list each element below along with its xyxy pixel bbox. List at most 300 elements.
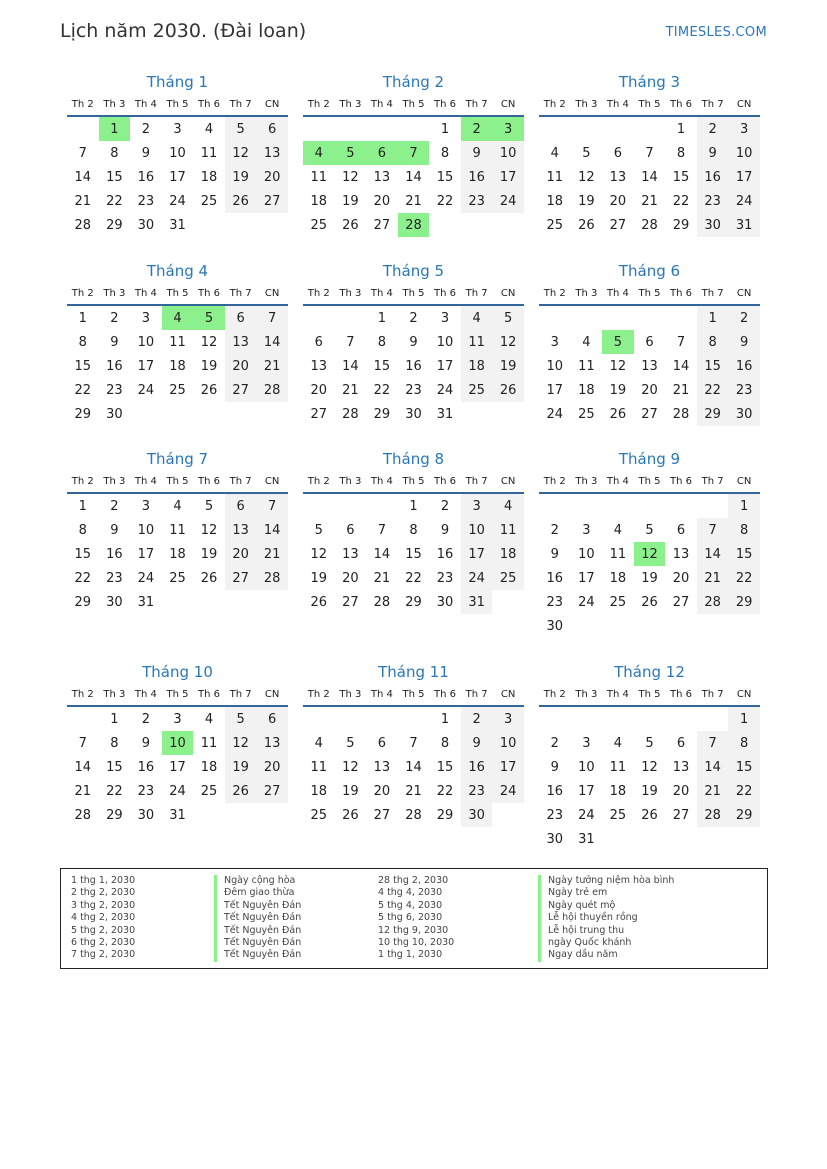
empty-cell [728, 614, 760, 638]
day-cell: 29 [405, 594, 422, 610]
day-cell: 6 [314, 334, 323, 350]
empty-cell [335, 494, 367, 518]
day-cell: 15 [672, 169, 690, 185]
day-cell: 12 [225, 731, 257, 755]
empty-cell [571, 614, 603, 638]
legend-date: 7 thg 2, 2030 [71, 949, 136, 961]
day-cell: 18 [461, 354, 493, 378]
legend-date: 4 thg 4, 2030 [378, 887, 443, 899]
day-cell: 4 [582, 334, 591, 350]
day-cell: 21 [256, 354, 288, 378]
day-cell: 4 [550, 145, 559, 161]
weekday-header [67, 282, 288, 306]
day-cell: 11 [578, 358, 595, 374]
day-cell: 25 [200, 193, 218, 209]
day-cell: 2 [110, 310, 119, 326]
weekday-header [539, 282, 760, 306]
empty-cell [665, 827, 697, 851]
empty-cell [602, 306, 634, 330]
day-grid [303, 306, 524, 426]
weekday-label: Th 4 [606, 688, 629, 700]
day-cell: 2 [461, 117, 493, 141]
day-cell: 17 [169, 169, 186, 185]
day-cell: 19 [578, 193, 595, 209]
weekday-label: CN [736, 475, 752, 487]
day-cell: 12 [225, 141, 257, 165]
day-cell: 29 [373, 406, 391, 422]
day-cell: 12 [200, 522, 218, 538]
day-cell: 7 [377, 522, 387, 538]
weekday-label: Th 6 [198, 287, 221, 299]
weekday-label: Th 4 [134, 688, 157, 700]
day-cell: 24 [436, 382, 454, 398]
day-cell: 14 [74, 169, 92, 185]
empty-cell [225, 402, 257, 426]
day-cell: 14 [641, 169, 658, 185]
weekday-label: Th 3 [339, 688, 362, 700]
day-cell: 28 [373, 594, 391, 610]
day-cell: 6 [346, 522, 355, 538]
day-cell: 7 [676, 334, 686, 350]
day-cell: 22 [672, 193, 690, 209]
day-cell: 7 [78, 735, 87, 751]
weekday-label: CN [264, 287, 280, 299]
day-cell: 25 [609, 594, 627, 610]
day-cell: 9 [141, 145, 151, 161]
day-cell: 16 [697, 165, 729, 189]
day-cell: 20 [256, 755, 288, 779]
day-cell: 18 [492, 542, 524, 566]
day-cell: 28 [697, 590, 729, 614]
day-cell: 1 [728, 494, 760, 518]
day-cell: 3 [440, 310, 450, 326]
day-cell: 10 [169, 145, 186, 161]
legend-date: 1 thg 1, 2030 [378, 949, 443, 961]
legend-holiday-name: ngày Quốc khánh [538, 937, 674, 949]
day-cell: 7 [256, 306, 288, 330]
weekday-label: Th 2 [71, 475, 94, 487]
weekday-label: Th 6 [434, 688, 457, 700]
day-cell: 7 [256, 494, 288, 518]
day-cell: 5 [346, 735, 355, 751]
day-grid [539, 306, 760, 426]
day-cell: 17 [137, 358, 155, 374]
legend-names-right [538, 875, 674, 962]
day-cell: 29 [697, 402, 729, 426]
month-title: Tháng 2 [382, 73, 445, 91]
day-cell: 12 [310, 546, 328, 562]
day-cell: 18 [546, 193, 564, 209]
empty-cell [303, 117, 335, 141]
weekday-header [303, 93, 524, 117]
day-cell: 3 [582, 735, 591, 751]
month-title: Tháng 7 [146, 450, 209, 468]
day-cell: 3 [173, 711, 182, 727]
empty-cell [303, 707, 335, 731]
day-cell: 26 [641, 594, 658, 610]
weekday-label: CN [264, 688, 280, 700]
day-cell: 14 [672, 358, 690, 374]
day-cell: 29 [74, 406, 92, 422]
day-cell: 27 [672, 807, 690, 823]
day-cell: 9 [550, 759, 559, 775]
day-cell: 20 [672, 570, 690, 586]
weekday-label: Th 7 [465, 98, 488, 110]
weekday-label: Th 6 [670, 287, 693, 299]
weekday-label: Th 4 [134, 287, 157, 299]
empty-cell [366, 117, 398, 141]
weekday-label: Th 6 [670, 475, 693, 487]
weekday-label: CN [500, 688, 516, 700]
weekday-label: CN [500, 287, 516, 299]
day-cell: 30 [546, 831, 564, 847]
empty-cell [697, 707, 729, 731]
day-cell: 15 [106, 759, 123, 775]
day-cell: 8 [110, 145, 119, 161]
day-cell: 29 [728, 590, 760, 614]
day-cell: 26 [609, 406, 627, 422]
weekday-label: Th 5 [402, 98, 425, 110]
weekday-label: Th 2 [307, 98, 330, 110]
day-cell: 9 [409, 334, 418, 350]
day-cell: 11 [546, 169, 564, 185]
day-cell: 22 [728, 566, 760, 590]
day-cell: 28 [398, 213, 430, 237]
day-cell: 15 [697, 354, 729, 378]
day-cell: 14 [405, 759, 422, 775]
day-cell: 2 [550, 735, 559, 751]
day-cell: 4 [173, 498, 182, 514]
day-cell: 26 [492, 378, 524, 402]
empty-cell [665, 614, 697, 638]
empty-cell [665, 707, 697, 731]
day-cell: 5 [314, 522, 323, 538]
day-cell: 22 [106, 783, 123, 799]
empty-cell [634, 614, 666, 638]
empty-cell [225, 213, 257, 237]
day-cell: 20 [225, 542, 257, 566]
day-cell: 31 [137, 594, 155, 610]
day-cell: 2 [697, 117, 729, 141]
day-cell: 27 [641, 406, 658, 422]
day-cell: 28 [74, 217, 92, 233]
day-cell: 15 [405, 546, 422, 562]
day-cell: 10 [492, 141, 524, 165]
day-cell: 3 [550, 334, 559, 350]
empty-cell [256, 402, 288, 426]
day-cell: 24 [169, 783, 186, 799]
empty-cell [256, 590, 288, 614]
weekday-label: Th 4 [606, 287, 629, 299]
empty-cell [571, 117, 603, 141]
day-cell: 1 [440, 121, 450, 137]
day-cell: 13 [256, 731, 288, 755]
weekday-label: Th 7 [701, 287, 724, 299]
day-cell: 22 [697, 378, 729, 402]
day-cell: 16 [461, 755, 493, 779]
day-cell: 11 [169, 522, 186, 538]
day-cell: 2 [409, 310, 418, 326]
weekday-label: Th 4 [134, 98, 157, 110]
day-cell: 16 [436, 546, 454, 562]
day-cell: 13 [225, 330, 257, 354]
day-cell: 10 [162, 731, 194, 755]
day-cell: 24 [578, 807, 595, 823]
weekday-label: Th 3 [575, 475, 598, 487]
weekday-label: Th 7 [701, 688, 724, 700]
day-cell: 17 [578, 783, 595, 799]
day-cell: 27 [342, 594, 359, 610]
day-cell: 8 [440, 735, 450, 751]
day-cell: 12 [492, 330, 524, 354]
month-2 [303, 71, 524, 237]
empty-cell [665, 306, 697, 330]
day-cell: 19 [200, 358, 218, 374]
legend-holiday-name: Tết Nguyên Đán [214, 937, 301, 949]
day-cell: 9 [461, 141, 493, 165]
empty-cell [398, 707, 430, 731]
holiday-legend [60, 868, 768, 969]
month-12 [539, 661, 760, 851]
empty-cell [130, 402, 162, 426]
empty-cell [602, 494, 634, 518]
day-cell: 3 [173, 121, 182, 137]
day-cell: 30 [546, 618, 564, 634]
day-cell: 9 [440, 522, 450, 538]
day-cell: 22 [436, 783, 454, 799]
day-cell: 23 [728, 378, 760, 402]
empty-cell [366, 494, 398, 518]
day-cell: 24 [461, 566, 493, 590]
day-cell: 6 [366, 141, 398, 165]
weekday-label: Th 7 [229, 475, 252, 487]
day-cell: 20 [225, 354, 257, 378]
day-cell: 16 [405, 358, 422, 374]
empty-cell [366, 707, 398, 731]
day-cell: 16 [546, 783, 564, 799]
weekday-label: Th 3 [103, 287, 126, 299]
day-cell: 18 [310, 193, 328, 209]
day-cell: 8 [728, 518, 760, 542]
day-cell: 4 [204, 121, 214, 137]
weekday-label: Th 2 [307, 688, 330, 700]
day-cell: 20 [342, 570, 359, 586]
weekday-label: CN [736, 98, 752, 110]
day-cell: 4 [613, 522, 623, 538]
day-cell: 27 [373, 807, 391, 823]
day-cell: 18 [200, 759, 218, 775]
day-cell: 14 [697, 542, 729, 566]
day-cell: 19 [492, 354, 524, 378]
weekday-label: Th 6 [434, 98, 457, 110]
weekday-label: Th 3 [339, 287, 362, 299]
day-cell: 31 [461, 590, 493, 614]
month-5 [303, 260, 524, 426]
day-cell: 25 [609, 807, 627, 823]
day-cell: 5 [645, 735, 654, 751]
legend-dates-left [71, 875, 135, 962]
weekday-label: Th 5 [638, 98, 661, 110]
day-cell: 21 [373, 570, 391, 586]
legend-holiday-name: Tết Nguyên Đán [214, 949, 301, 961]
day-cell: 19 [342, 783, 359, 799]
day-cell: 10 [436, 334, 454, 350]
day-cell: 2 [141, 711, 151, 727]
weekday-label: Th 5 [402, 475, 425, 487]
weekday-label: Th 4 [370, 287, 393, 299]
empty-cell [492, 803, 524, 827]
day-cell: 19 [342, 193, 359, 209]
day-cell: 10 [461, 518, 493, 542]
month-8 [303, 448, 524, 614]
day-cell: 21 [672, 382, 690, 398]
day-grid [303, 117, 524, 237]
day-cell: 20 [310, 382, 328, 398]
day-cell: 5 [582, 145, 591, 161]
day-cell: 30 [461, 803, 493, 827]
day-cell: 7 [409, 735, 418, 751]
legend-holiday-name: Ngày cộng hòa [214, 875, 301, 887]
day-cell: 31 [578, 831, 595, 847]
day-cell: 7 [697, 518, 729, 542]
day-cell: 5 [645, 522, 654, 538]
weekday-header [539, 683, 760, 707]
day-cell: 3 [582, 522, 591, 538]
month-title: Tháng 6 [618, 262, 681, 280]
weekday-label: Th 7 [465, 475, 488, 487]
day-cell: 17 [492, 755, 524, 779]
month-1 [67, 71, 288, 237]
empty-cell [634, 707, 666, 731]
legend-date: 5 thg 6, 2030 [378, 912, 443, 924]
day-cell: 1 [440, 711, 450, 727]
weekday-label: Th 2 [543, 98, 566, 110]
day-cell: 26 [200, 382, 218, 398]
weekday-label: Th 3 [575, 98, 598, 110]
day-cell: 20 [373, 193, 391, 209]
day-cell: 8 [377, 334, 387, 350]
empty-cell [225, 803, 257, 827]
day-cell: 3 [728, 117, 760, 141]
day-cell: 4 [314, 735, 323, 751]
day-cell: 5 [193, 306, 225, 330]
day-cell: 21 [697, 566, 729, 590]
day-cell: 4 [492, 494, 524, 518]
day-cell: 26 [641, 807, 658, 823]
day-cell: 1 [78, 498, 87, 514]
day-cell: 19 [225, 755, 257, 779]
day-cell: 11 [169, 334, 186, 350]
day-cell: 10 [578, 546, 595, 562]
day-cell: 28 [405, 807, 422, 823]
day-cell: 27 [672, 594, 690, 610]
day-cell: 5 [492, 306, 524, 330]
page-title: Lịch năm 2030. (Đài loan) [60, 20, 307, 42]
weekday-label: Th 2 [71, 688, 94, 700]
day-cell: 13 [641, 358, 658, 374]
day-cell: 16 [137, 169, 155, 185]
day-cell: 18 [169, 358, 186, 374]
legend-date: 3 thg 2, 2030 [71, 899, 136, 911]
day-cell: 30 [106, 594, 123, 610]
empty-cell [193, 803, 225, 827]
day-grid [303, 494, 524, 614]
day-cell: 28 [672, 406, 690, 422]
day-cell: 13 [342, 546, 359, 562]
day-cell: 30 [106, 406, 123, 422]
day-cell: 3 [141, 310, 151, 326]
weekday-label: CN [500, 98, 516, 110]
day-cell: 29 [74, 594, 92, 610]
day-cell: 24 [728, 189, 760, 213]
day-cell: 3 [492, 707, 524, 731]
day-cell: 30 [137, 807, 155, 823]
weekday-label: Th 7 [701, 98, 724, 110]
legend-date: 12 thg 9, 2030 [378, 924, 449, 936]
day-cell: 11 [310, 169, 328, 185]
day-cell: 21 [74, 193, 92, 209]
month-title: Tháng 5 [382, 262, 445, 280]
day-cell: 17 [436, 358, 454, 374]
month-4 [67, 260, 288, 426]
legend-holiday-name: Lễ hội trung thu [538, 925, 674, 937]
weekday-label: Th 3 [103, 688, 126, 700]
day-cell: 1 [99, 117, 131, 141]
day-cell: 13 [225, 518, 257, 542]
day-cell: 28 [641, 217, 658, 233]
legend-holiday-name: Ngày quét mộ [538, 900, 674, 912]
day-cell: 25 [578, 406, 595, 422]
day-cell: 20 [609, 193, 627, 209]
empty-cell [602, 707, 634, 731]
day-cell: 26 [342, 217, 359, 233]
day-cell: 14 [256, 518, 288, 542]
empty-cell [303, 494, 335, 518]
day-cell: 26 [225, 779, 257, 803]
day-cell: 13 [609, 169, 627, 185]
empty-cell [67, 707, 99, 731]
day-cell: 23 [461, 779, 493, 803]
weekday-label: Th 3 [575, 287, 598, 299]
legend-dates-right [378, 875, 454, 962]
day-cell: 19 [310, 570, 328, 586]
day-cell: 18 [169, 546, 186, 562]
day-cell: 17 [169, 759, 186, 775]
day-cell: 21 [641, 193, 658, 209]
weekday-label: Th 6 [434, 475, 457, 487]
day-cell: 14 [74, 759, 92, 775]
day-cell: 22 [405, 570, 422, 586]
site-link[interactable]: TIMESLES.COM [665, 25, 767, 40]
weekday-label: Th 7 [465, 688, 488, 700]
empty-cell [571, 494, 603, 518]
day-cell: 1 [110, 711, 119, 727]
day-cell: 6 [676, 522, 686, 538]
day-cell: 10 [728, 141, 760, 165]
day-cell: 12 [200, 334, 218, 350]
day-cell: 28 [342, 406, 359, 422]
weekday-header [67, 683, 288, 707]
day-cell: 12 [641, 759, 658, 775]
month-title: Tháng 3 [618, 73, 681, 91]
day-cell: 3 [492, 117, 524, 141]
weekday-label: Th 4 [606, 475, 629, 487]
weekday-label: Th 5 [402, 287, 425, 299]
day-cell: 9 [110, 522, 119, 538]
weekday-label: Th 7 [465, 287, 488, 299]
day-cell: 4 [303, 141, 335, 165]
day-cell: 10 [546, 358, 564, 374]
